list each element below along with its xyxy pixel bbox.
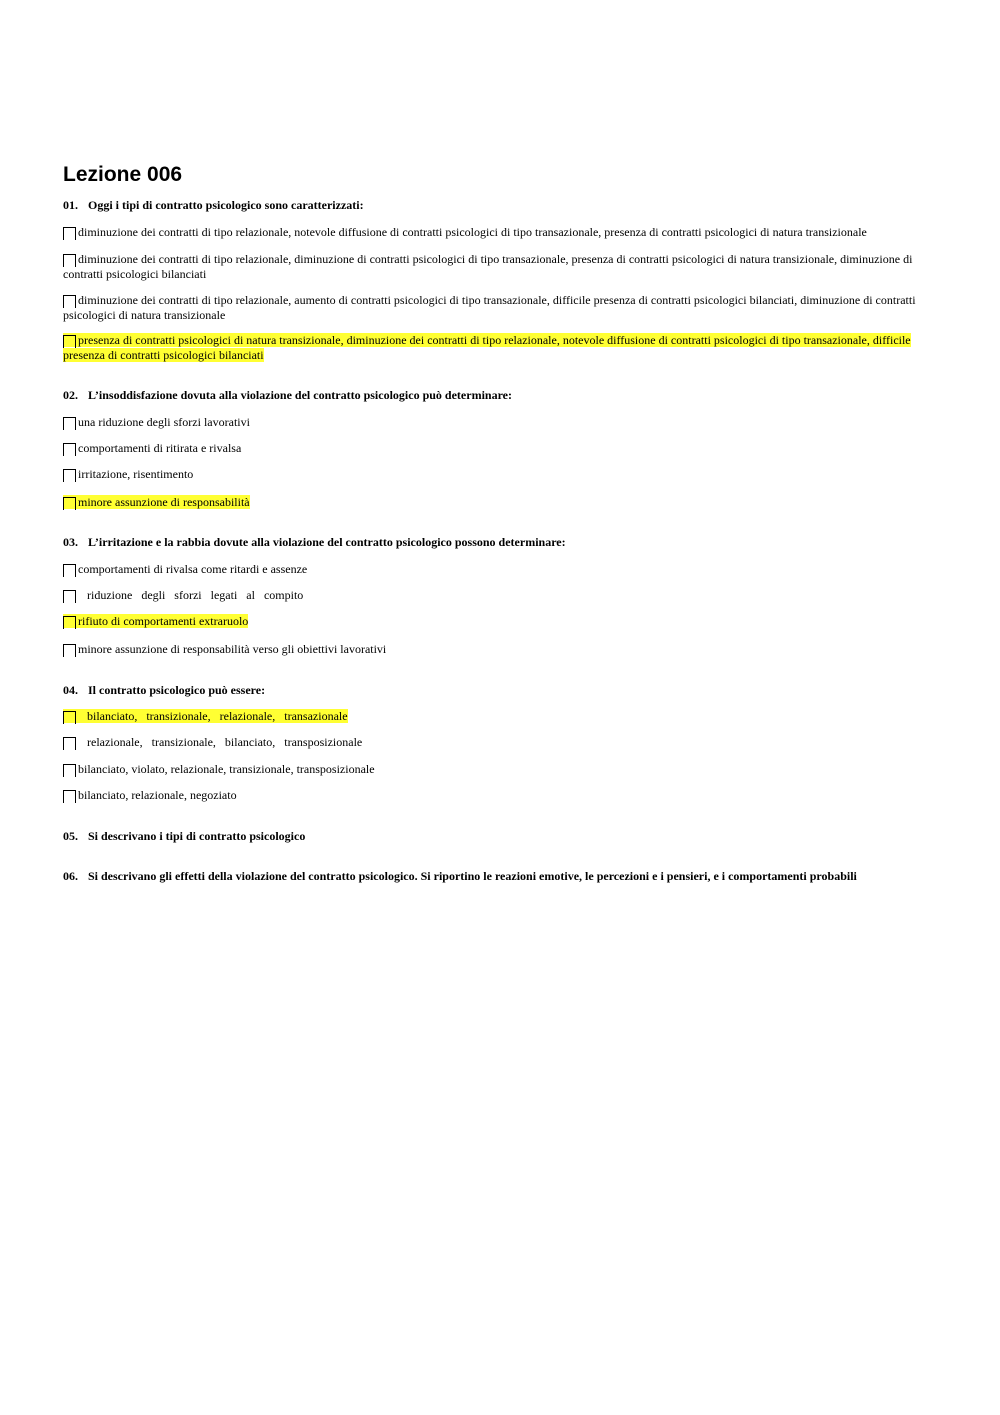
checkbox-icon[interactable]: [63, 443, 76, 456]
answer-text: una riduzione degli sforzi lavorativi: [78, 415, 250, 429]
answer-option[interactable]: [63, 788, 935, 803]
answer-text: diminuzione dei contratti di tipo relazionale, notevole diffusione di contratti psicologici di tipo transazionale, presenza di contratti psicologici di natura transizionale: [78, 225, 867, 239]
answer-option[interactable]: [63, 225, 935, 240]
question-text: Si descrivano gli effetti della violazione del contratto psicologico. Si riportino le reazioni emotive, le percezioni e i pensieri, e i comportamenti probabili: [88, 869, 857, 883]
answer-text: bilanciato, relazionale, negoziato: [78, 788, 237, 802]
answer-text: comportamenti di ritirata e rivalsa: [78, 441, 242, 455]
question-text: L’irritazione e la rabbia dovute alla violazione del contratto psicologico possono determinare:: [88, 535, 566, 549]
answer-option[interactable]: [63, 762, 935, 777]
question-text: Si descrivano i tipi di contratto psicologico: [88, 829, 306, 843]
checkbox-icon[interactable]: [63, 790, 76, 803]
answer-option-highlighted[interactable]: [63, 709, 935, 724]
checkbox-icon[interactable]: [63, 227, 76, 240]
answer-text: minore assunzione di responsabilità verso gli obiettivi lavorativi: [78, 642, 387, 656]
question-04: [63, 683, 943, 698]
checkbox-icon[interactable]: [63, 590, 76, 603]
answer-text: riduzione degli sforzi legati al compito: [78, 588, 304, 602]
checkbox-icon[interactable]: [63, 295, 76, 308]
question-text: Oggi i tipi di contratto psicologico sono caratterizzati:: [88, 198, 364, 212]
answer-option[interactable]: [63, 293, 935, 323]
checkbox-icon[interactable]: [63, 644, 76, 657]
checkbox-icon[interactable]: [63, 335, 76, 348]
checkbox-icon[interactable]: [63, 497, 76, 510]
answer-text: bilanciato, transizionale, relazionale, transazionale: [78, 709, 348, 723]
checkbox-icon[interactable]: [63, 711, 76, 724]
question-text: L’insoddisfazione dovuta alla violazione del contratto psicologico può determinare:: [88, 388, 513, 402]
answer-text: minore assunzione di responsabilità: [78, 495, 250, 509]
answer-highlight: [63, 333, 911, 362]
checkbox-icon[interactable]: [63, 469, 76, 482]
checkbox-icon[interactable]: [63, 564, 76, 577]
question-03: [63, 535, 943, 550]
answer-option[interactable]: [63, 588, 935, 603]
question-number: 04.: [63, 683, 78, 697]
answer-text: bilanciato, violato, relazionale, transizionale, transposizionale: [78, 762, 375, 776]
question-text: Il contratto psicologico può essere:: [88, 683, 266, 697]
answer-option[interactable]: [63, 562, 935, 577]
checkbox-icon[interactable]: [63, 616, 76, 629]
question-02: [63, 388, 943, 403]
question-number: 01.: [63, 198, 78, 212]
answer-option[interactable]: [63, 735, 935, 750]
answer-highlight: [63, 709, 348, 723]
answer-text: diminuzione dei contratti di tipo relazionale, aumento di contratti psicologici di tipo transazionale, difficile presenza di contratti psicologici bilanciati, diminuzione di contratti psicologici di natura transizionale: [63, 293, 916, 322]
checkbox-icon[interactable]: [63, 764, 76, 777]
checkbox-icon[interactable]: [63, 417, 76, 430]
question-05: [63, 829, 943, 844]
answer-option[interactable]: [63, 252, 935, 282]
answer-option-highlighted[interactable]: [63, 614, 935, 629]
answer-option[interactable]: [63, 415, 935, 430]
question-06: [63, 869, 943, 884]
question-01: [63, 198, 943, 213]
answer-option[interactable]: [63, 642, 935, 657]
page-title: Lezione 006: [63, 163, 183, 186]
answer-text: irritazione, risentimento: [78, 467, 194, 481]
answer-highlight: [63, 614, 248, 628]
answer-highlight: [63, 495, 250, 509]
answer-text: rifiuto di comportamenti extraruolo: [78, 614, 249, 628]
answer-option-highlighted[interactable]: [63, 495, 935, 510]
question-number: 02.: [63, 388, 78, 402]
checkbox-icon[interactable]: [63, 737, 76, 750]
answer-option[interactable]: [63, 441, 935, 456]
question-number: 06.: [63, 869, 78, 883]
checkbox-icon[interactable]: [63, 254, 76, 267]
answer-text: comportamenti di rivalsa come ritardi e assenze: [78, 562, 308, 576]
question-number: 03.: [63, 535, 78, 549]
answer-text: relazionale, transizionale, bilanciato, transposizionale: [78, 735, 363, 749]
question-number: 05.: [63, 829, 78, 843]
answer-text: presenza di contratti psicologici di natura transizionale, diminuzione dei contratti di tipo relazionale, notevole diffusione di contratti psicologici di tipo transazionale, difficile presenza di contratti psicologici bilanciati: [63, 333, 911, 362]
answer-option-highlighted[interactable]: [63, 333, 935, 363]
answer-text: diminuzione dei contratti di tipo relazionale, diminuzione di contratti psicologici di tipo transazionale, presenza di contratti psicologici di natura transizionale, diminuzione di contratti psicologici bilanciati: [63, 252, 913, 281]
answer-option[interactable]: [63, 467, 935, 482]
